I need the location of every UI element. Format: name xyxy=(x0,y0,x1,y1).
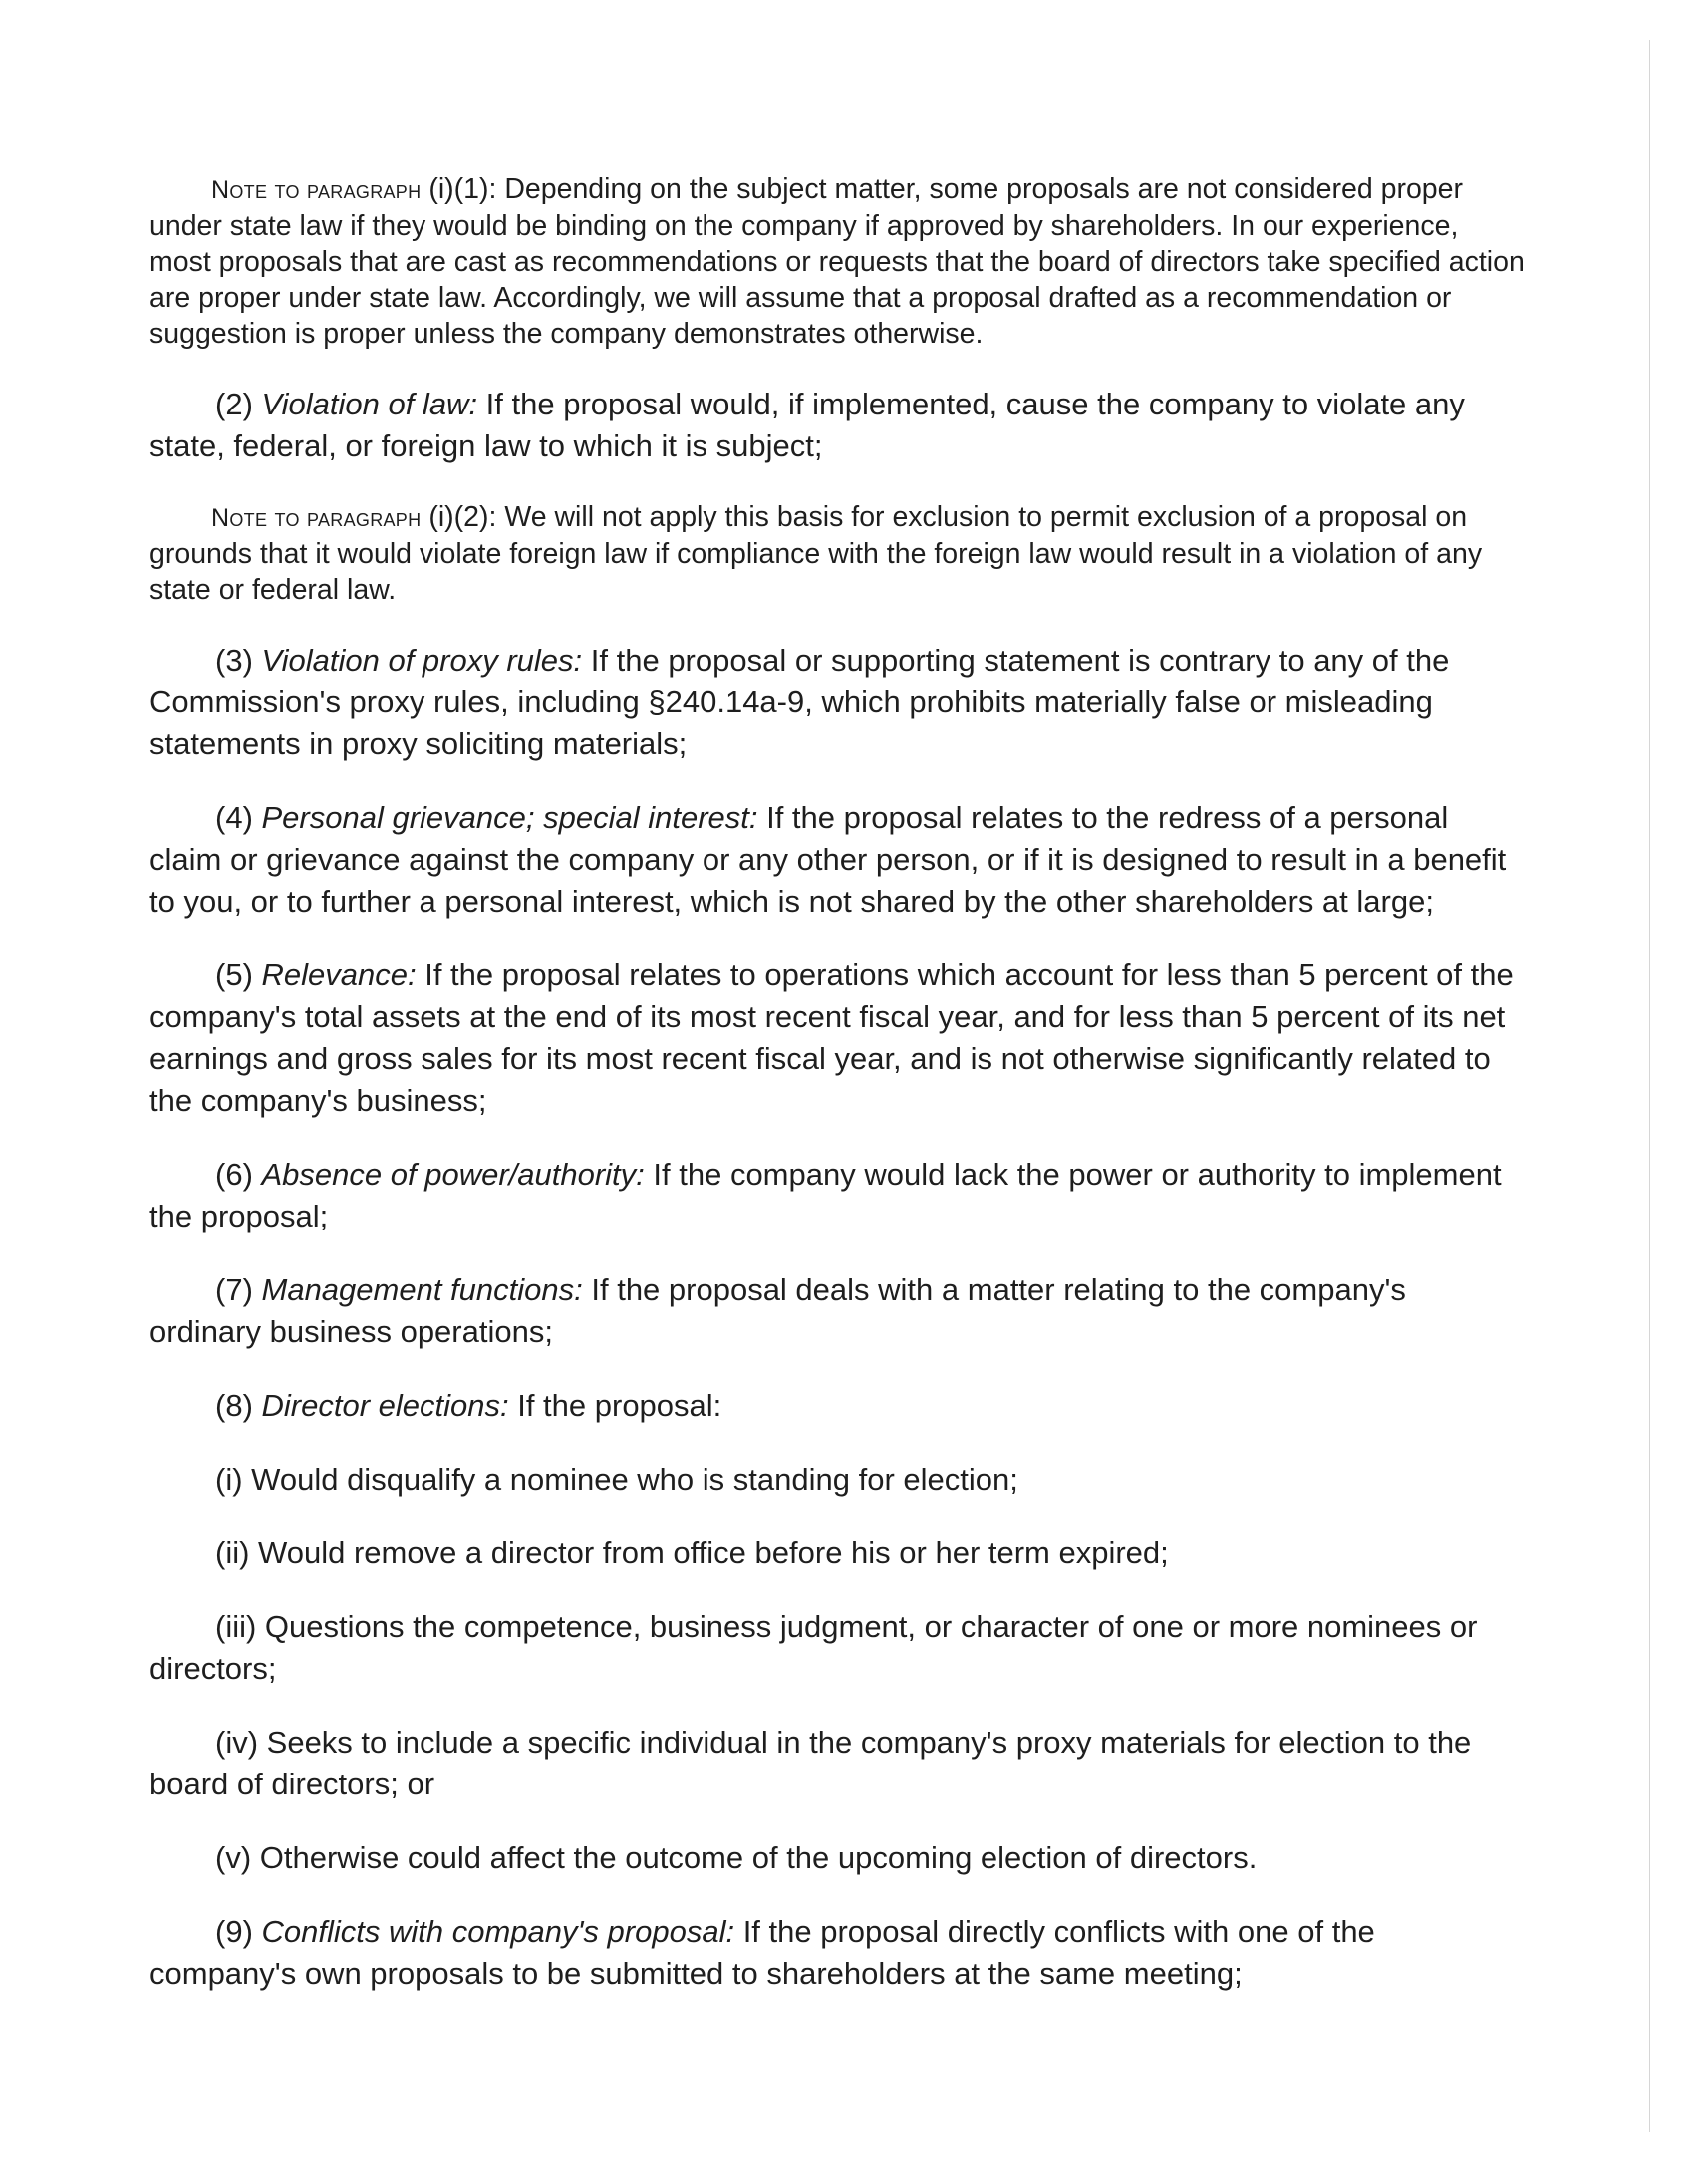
paragraph-heading: Violation of law: xyxy=(261,387,478,421)
rule-paragraph xyxy=(149,1459,1525,1501)
paragraph-number: (6) xyxy=(215,1157,262,1192)
paragraph-text: (i) Would disqualify a nominee who is standing for election; xyxy=(215,1462,1018,1497)
paragraph-text: If the company would lack the power or authority to implement the proposal; xyxy=(149,1157,1502,1233)
paragraph-text: If the proposal directly conflicts with one of the company's own proposals to be submitted to shareholders at the same meeting; xyxy=(149,1914,1375,1991)
paragraph-heading: Absence of power/authority: xyxy=(261,1157,645,1192)
paragraph-text: If the proposal: xyxy=(508,1388,722,1423)
paragraph-text: If the proposal or supporting statement is contrary to any of the Commission's proxy rules, including §240.14a-9, which prohibits materially false or misleading statements in proxy soliciting materials; xyxy=(149,643,1450,761)
note-label: Note to paragraph xyxy=(211,504,422,532)
paragraph-heading: Personal grievance; special interest: xyxy=(261,800,758,835)
paragraph-number: (4) xyxy=(215,800,262,835)
paragraph-heading: Relevance: xyxy=(261,957,417,992)
paragraph-text: If the proposal relates to the redress of a personal claim or grievance against the company or any other person, or if it is designed to result in a benefit to you, or to further a personal interest, which is not shared by the other shareholders at large; xyxy=(149,800,1507,919)
rule-paragraph xyxy=(149,955,1525,1122)
paragraph-number: (5) xyxy=(215,957,262,992)
paragraph-text: (v) Otherwise could affect the outcome of the upcoming election of directors. xyxy=(215,1840,1258,1875)
paragraph-text: (iii) Questions the competence, business judgment, or character of one or more nominees or directors; xyxy=(149,1609,1478,1686)
paragraph-number: (8) xyxy=(215,1388,262,1423)
paragraph-number: (2) xyxy=(215,387,262,421)
rule-paragraph xyxy=(149,1154,1525,1237)
paragraph-heading: Management functions: xyxy=(261,1272,583,1307)
rule-paragraph xyxy=(149,1532,1525,1574)
rule-paragraph xyxy=(149,1911,1525,1995)
rule-paragraph xyxy=(149,384,1525,467)
paragraph-number: (9) xyxy=(215,1914,262,1949)
paragraph-text: (iv) Seeks to include a specific individual in the company's proxy materials for election to the board of directors; or xyxy=(149,1725,1472,1801)
rule-paragraph xyxy=(149,797,1525,923)
paragraph-heading: Conflicts with company's proposal: xyxy=(261,1914,735,1949)
paragraph-number: (3) xyxy=(215,643,262,678)
rule-paragraph xyxy=(149,1837,1525,1879)
rule-paragraph xyxy=(149,1722,1525,1805)
note-text: (i)(2): We will not apply this basis for exclusion to permit exclusion of a proposal on grounds that it would violate foreign law if compliance with the foreign law would result in a violation of any state or federal law. xyxy=(149,501,1483,606)
note-paragraph xyxy=(149,499,1525,608)
rule-paragraph xyxy=(149,1606,1525,1690)
rule-paragraph xyxy=(149,1385,1525,1427)
paragraph-number: (7) xyxy=(215,1272,262,1307)
note-paragraph xyxy=(149,171,1525,352)
paragraph-text: If the proposal relates to operations which account for less than 5 percent of the company's total assets at the end of its most recent fiscal year, and for less than 5 percent of its net earnings and gross sales for its most recent fiscal year, and is not otherwise significantly related to the company's business; xyxy=(149,957,1514,1118)
document-body xyxy=(149,171,1525,2027)
scan-edge-line xyxy=(1649,40,1650,2132)
rule-paragraph xyxy=(149,640,1525,765)
rule-paragraph xyxy=(149,1269,1525,1353)
paragraph-text: If the proposal would, if implemented, cause the company to violate any state, federal, or foreign law to which it is subject; xyxy=(149,387,1465,463)
paragraph-heading: Violation of proxy rules: xyxy=(261,643,583,678)
paragraph-heading: Director elections: xyxy=(261,1388,509,1423)
note-text: (i)(1): Depending on the subject matter, some proposals are not considered proper under state law if they would be binding on the company if approved by shareholders. In our experience, most proposals that are cast as recommendations or requests that the board of directors take specified action are proper under state law. Accordingly, we will assume that a proposal drafted as a recommendation or suggestion is proper unless the company demonstrates otherwise. xyxy=(149,173,1525,350)
paragraph-text: If the proposal deals with a matter relating to the company's ordinary business operations; xyxy=(149,1272,1406,1349)
note-label: Note to paragraph xyxy=(211,176,422,204)
paragraph-text: (ii) Would remove a director from office before his or her term expired; xyxy=(215,1535,1169,1570)
